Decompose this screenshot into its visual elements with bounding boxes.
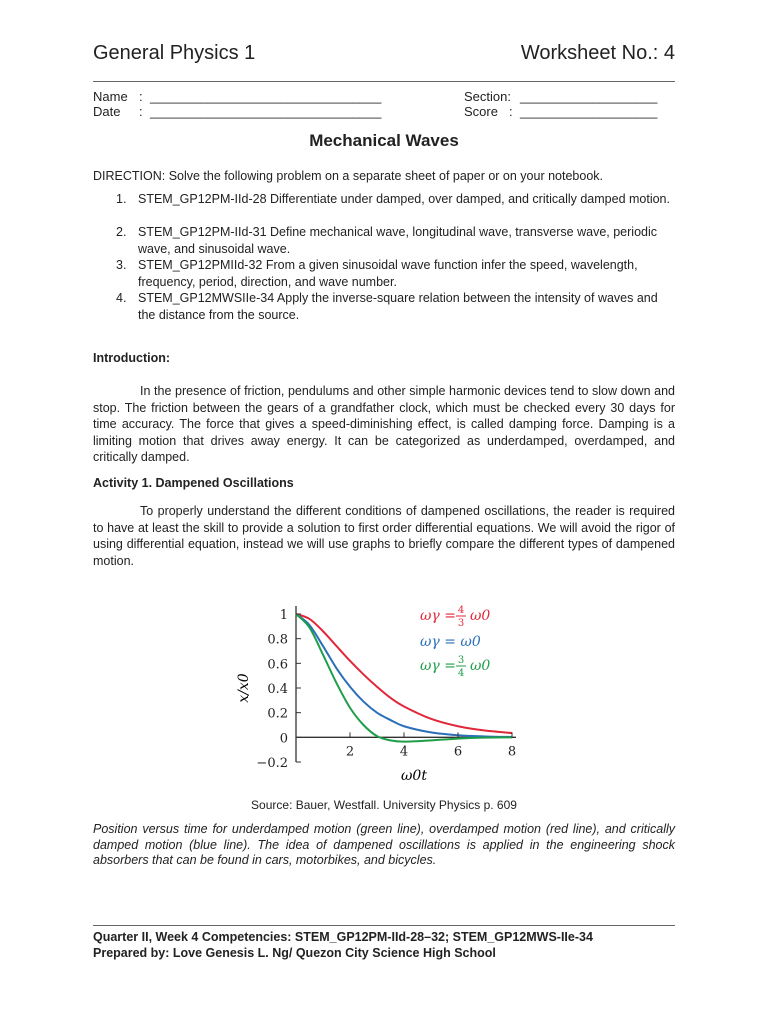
activity-text: To properly understand the different conditions of dampened oscillations, the reader is required to have at least the skill to provide a solution to first order differential equations. We will avoid the rigor of using differential equation, instead we will use graphs to briefly compare the different types of dampened motion. [93,504,675,568]
list-number: 3. [116,258,127,272]
list-number: 4. [116,291,127,305]
chart-legend [420,605,490,679]
header-divider [93,81,675,82]
activity-heading: Activity 1. Dampened Oscillations [93,476,294,490]
footer-competencies: Quarter II, Week 4 Competencies: STEM_GP12PM-IId-28–32; STEM_GP12MWS-IIe-34 [93,930,593,944]
score-label: Score [464,104,498,119]
introduction-heading: Introduction: [93,351,171,365]
legend-label: ωγ = ω0 [420,634,481,650]
introduction-text: In the presence of friction, pendulums and other simple harmonic devices tend to slow down and stop. The friction between the gears of a grandfather clock, which must be checked every 30 days for time accuracy. The force that gives a speed-diminishing effect, is called damping force. Damping is a limiting motion that drives away energy. It can be categorized as underdamped, overdamped, and critically damped. [93,384,675,464]
legend-label: ωγ = [420,658,456,674]
list-text: STEM_GP12PM-IId-31 Define mechanical wave, longitudinal wave, transverse wave, periodic wave, and sinusoidal wave. [138,225,657,256]
x-tick-label: 4 [399,744,409,760]
series-line [296,614,512,737]
legend-label-tail: ω0 [470,608,491,624]
x-tick-label: 6 [453,744,463,760]
x-tick-label: 2 [345,744,355,760]
list-number: 1. [116,192,127,206]
section-label: Section: [464,89,511,104]
y-tick-label: 0.8 [267,632,288,648]
score-colon: : [509,104,513,119]
legend-fraction-numerator: 4 [457,605,465,616]
footer-author: Prepared by: Love Genesis L. Ng/ Quezon City Science High School [93,946,496,960]
damped-motion-chart [228,590,528,790]
y-tick-label: −0.2 [256,756,288,771]
direction-text: DIRECTION: Solve the following problem on a separate sheet of paper or on your notebook. [93,169,604,183]
name-field[interactable]: ________________________________ [150,89,382,104]
list-text: STEM_GP12MWSIIe-34 Apply the inverse-square relation between the intensity of waves and the distance from the source. [138,291,658,322]
legend-fraction-numerator: 3 [457,655,465,666]
worksheet-number: Worksheet No.: 4 [520,42,675,64]
x-axis-label: ω0t [401,768,427,784]
legend-fraction-denominator: 3 [457,618,465,629]
footer-divider [93,925,675,926]
date-field[interactable]: ________________________________ [150,104,382,119]
section-field[interactable]: ___________________ [520,89,658,104]
y-tick-label: 0 [279,731,288,747]
score-field[interactable]: ___________________ [520,104,658,119]
date-label: Date [93,104,121,119]
y-tick-label: 0.4 [267,682,288,697]
legend-label: ωγ = [420,608,456,624]
list-item [116,191,676,208]
y-tick-label: 0.6 [267,657,288,673]
figure-caption: Position versus time for underdamped motion (green line), overdamped motion (red line), and critically damped motion (blue line). The idea of dampened oscillations is applied in the engineering shock absorbers that can be found in cars, motorbikes, and bicycles. [93,822,675,867]
list-text: STEM_GP12PM-IId-28 Differentiate under damped, over damped, and critically damped motion. [138,192,670,206]
date-colon: : [139,104,143,119]
legend-fraction-denominator: 4 [457,668,465,679]
legend-entry [420,634,481,650]
y-tick-label: 1 [279,608,288,623]
name-label: Name [93,89,128,104]
list-item [116,224,676,257]
y-axis-label: x/x0 [236,673,252,703]
name-colon: : [139,89,143,104]
figure-source: Source: Bauer, Westfall. University Physics p. 609 [251,798,517,812]
legend-entry [420,655,490,679]
legend-label-tail: ω0 [470,658,491,674]
course-title: General Physics 1 [93,42,256,64]
list-number: 2. [116,225,127,239]
x-tick-label: 8 [507,744,517,760]
list-item [116,290,676,323]
list-item [116,257,676,290]
y-tick-label: 0.2 [267,706,288,722]
list-text: STEM_GP12PMIId-32 From a given sinusoidal wave function infer the speed, wavelength, frequency, period, direction, and wave number. [138,258,638,289]
page-title: Mechanical Waves [309,131,459,150]
legend-entry [420,605,490,629]
